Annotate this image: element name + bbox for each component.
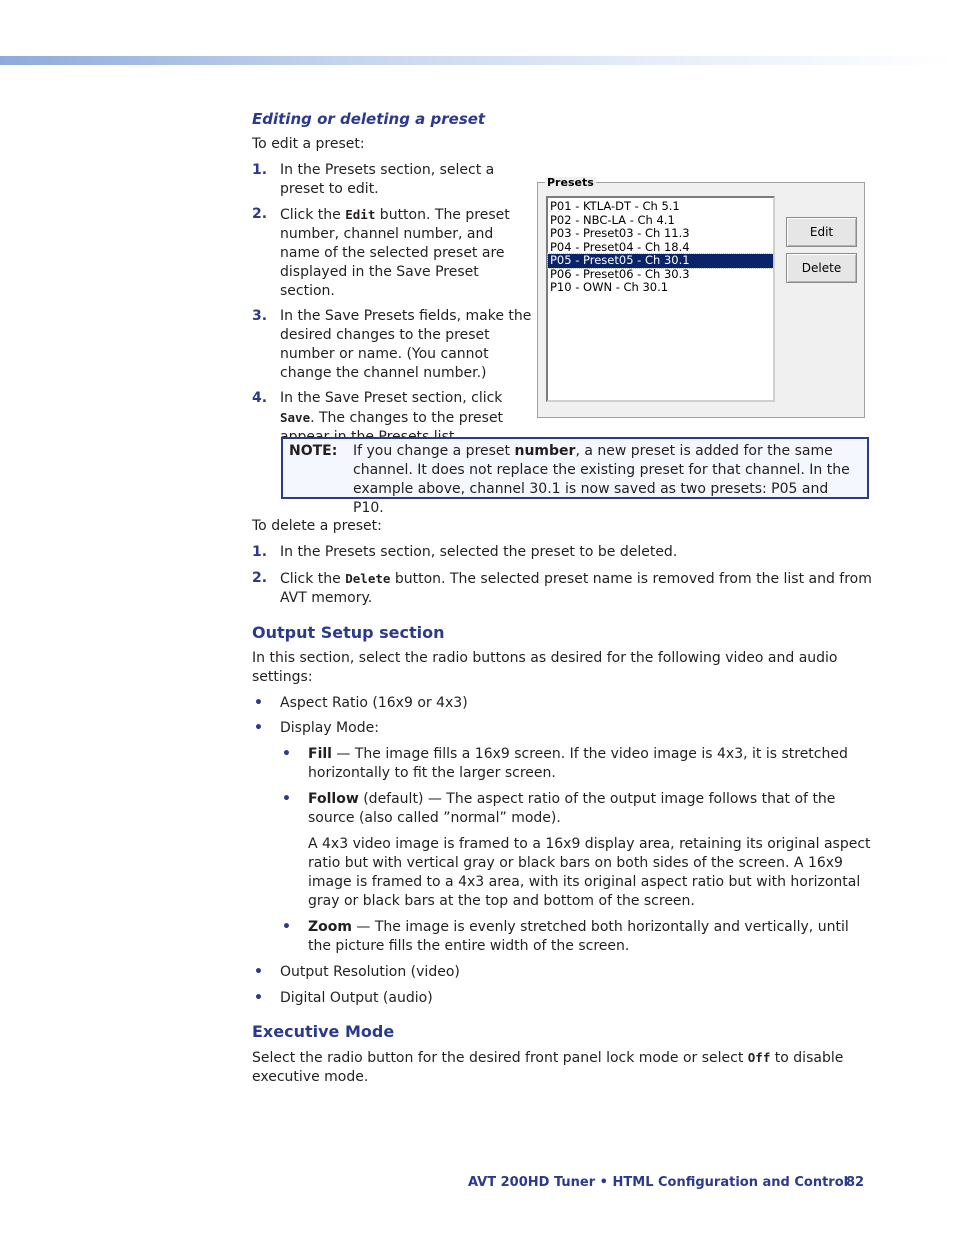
bullet-aspect-ratio: • Aspect Ratio (16x9 or 4x3) — [254, 695, 468, 711]
preset-item[interactable]: P04 - Preset04 - Ch 18.4 — [550, 239, 690, 254]
page-number: 82 — [846, 1175, 865, 1190]
editing-heading: Editing or deleting a preset — [252, 110, 486, 128]
bullet-output-resolution: • Output Resolution (video) — [254, 964, 460, 980]
bullet-fill: • Fill — The image fills a 16x9 screen. If the video image is 4x3, it is stretched horizontally to fit the larger screen. — [282, 746, 848, 781]
save-code: Save — [280, 410, 311, 425]
note-text: If you change a preset number, a new preset is added for the same channel. It does not replace the existing preset for that channel. In the example above, channel 30.1 is now saved as two presets: P05 and P10. — [353, 443, 850, 516]
bullet-digital-output: • Digital Output (audio) — [254, 990, 433, 1006]
preset-item[interactable]: P06 - Preset06 - Ch 30.3 — [550, 266, 690, 281]
delete-button[interactable]: Delete — [786, 253, 857, 283]
delete-step-2: 2. Click the Delete button. The selected preset name is removed from the list and from AVT memory. — [252, 570, 872, 606]
edit-step-3: 3. In the Save Presets fields, make the desired changes to the preset number or name. (You cannot change the channel number.) — [252, 308, 532, 381]
note-box — [281, 437, 869, 516]
executive-mode-heading: Executive Mode — [252, 1022, 395, 1041]
delete-steps — [252, 543, 872, 608]
bullet-dot: • — [282, 746, 291, 762]
lower-content — [252, 517, 872, 1087]
presets-groupbox — [537, 176, 865, 418]
preset-item-selected[interactable]: P05 - Preset05 - Ch 30.1 — [548, 254, 773, 268]
follow-paragraph: A 4x3 video image is framed to a 16x9 display area, retaining its original aspect ratio but with vertical gray or black bars on both sides of the screen. A 16x9 image is framed to a 4x3 area, with its original aspect ratio but with horizontal gray or black bars at the top and bottom of the screen. — [308, 836, 871, 909]
presets-listbox[interactable] — [546, 196, 775, 402]
bullet-dot: • — [282, 919, 291, 935]
footer-title: AVT 200HD Tuner • HTML Configuration and Control — [468, 1175, 849, 1190]
off-code: Off — [747, 1050, 771, 1065]
edit-step-1: 1. In the Presets section, select a preset to edit. — [252, 162, 495, 197]
note-label: NOTE: — [289, 443, 338, 459]
executive-mode-text: Select the radio button for the desired front panel lock mode or select Off to disable executive mode. — [252, 1050, 844, 1085]
edit-step-2: 2. Click the Edit button. The preset number, channel number, and name of the selected preset are displayed in the Save Preset section. — [252, 206, 510, 299]
delete-intro: To delete a preset: — [252, 518, 382, 534]
bullet-dot: • — [254, 990, 263, 1006]
preset-item[interactable]: P02 - NBC-LA - Ch 4.1 — [550, 212, 675, 227]
bullet-display-mode: • Display Mode: — [254, 720, 379, 736]
preset-item[interactable]: P03 - Preset03 - Ch 11.3 — [550, 226, 690, 240]
bullet-dot: • — [254, 964, 263, 980]
bullet-dot: • — [254, 720, 263, 736]
delete-step-1: 1. In the Presets section, selected the preset to be deleted. — [252, 544, 678, 560]
bullet-zoom: • Zoom — The image is evenly stretched both horizontally and vertically, until the picture fills the entire width of the screen. — [282, 919, 849, 954]
bullet-dot: • — [254, 695, 263, 711]
preset-item[interactable]: P10 - OWN - Ch 30.1 — [550, 280, 669, 294]
header-gradient-bar — [0, 56, 954, 65]
edit-button[interactable]: Edit — [786, 217, 857, 247]
bullet-dot: • — [282, 791, 291, 807]
presets-legend: Presets — [547, 176, 594, 189]
edit-steps — [252, 161, 534, 447]
edit-intro: To edit a preset: — [252, 136, 365, 152]
delete-code: Delete — [345, 571, 391, 586]
preset-item[interactable]: P01 - KTLA-DT - Ch 5.1 — [550, 199, 680, 213]
output-setup-intro: In this section, select the radio buttons as desired for the following video and audio settings: — [252, 650, 838, 685]
edit-step-4: 4. In the Save Preset section, click Save. The changes to the preset — [252, 390, 504, 426]
edit-code: Edit — [345, 207, 376, 222]
bullet-follow: • Follow (default) — The aspect ratio of the output image follows that of the source (also called ”normal” mode). — [282, 791, 836, 826]
output-setup-heading: Output Setup section — [252, 623, 445, 642]
